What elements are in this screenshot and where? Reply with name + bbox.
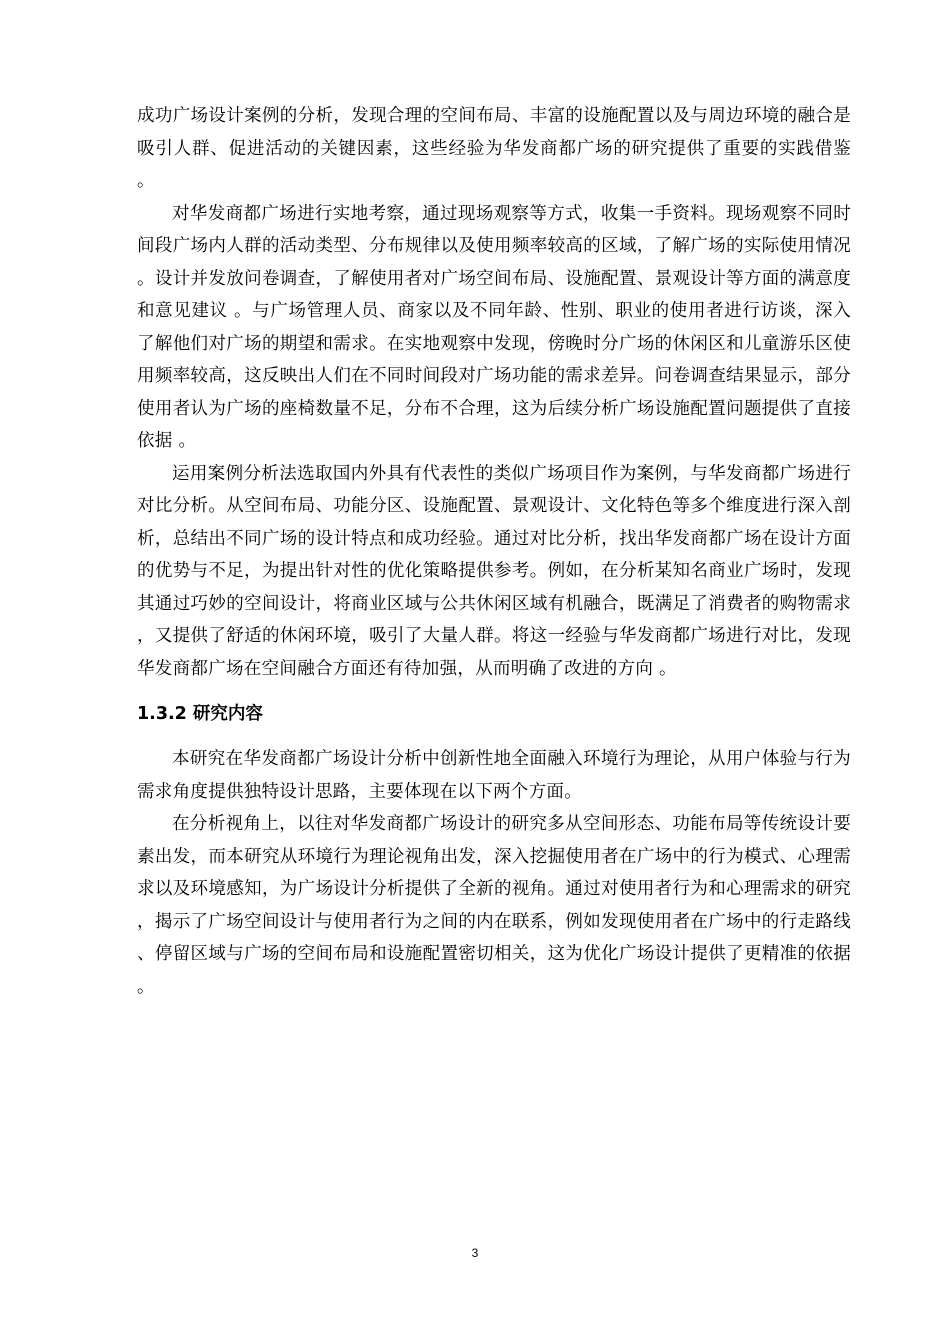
paragraph-case-analysis: 运用案例分析法选取国内外具有代表性的类似广场项目作为案例，与华发商都广场进行对比分析。从空间布局、功能分区、设施配置、景观设计、文化特色等多个维度进行深入剖析，总结出不同广场的设计特点和成功经验。通过对比分析，找出华发商都广场在设计方面的优势与不足，为提出针对性的优化策略提供参考。例如，在分析某知名商业广场时，发现其通过巧妙的空间设计，将商业区域与公共休闲区域有机融合，既满足了消费者的购物需求，又提供了舒适的休闲环境，吸引了大量人群。将这一经验与华发商都广场进行对比，发现华发商都广场在空间融合方面还有待加强，从而明确了改进的方向 。 — [137, 463, 851, 679]
section-heading: 1.3.2 研究内容 — [137, 704, 263, 724]
page-body — [137, 100, 851, 1003]
paragraph-research-intro: 本研究在华发商都广场设计分析中创新性地全面融入环境行为理论，从用户体验与行为需求角度提供独特设计思路，主要体现在以下两个方面。 — [137, 749, 851, 802]
paragraph-continued: 成功广场设计案例的分析，发现合理的空间布局、丰富的设施配置以及与周边环境的融合是吸引人群、促进活动的关键因素，这些经验为华发商都广场的研究提供了重要的实践借鉴 。 — [137, 106, 851, 191]
paragraph-analysis-perspective: 在分析视角上，以往对华发商都广场设计的研究多从空间形态、功能布局等传统设计要素出发，而本研究从环境行为理论视角出发，深入挖掘使用者在广场中的行为模式、心理需求以及环境感知，为广场设计分析提供了全新的视角。通过对使用者行为和心理需求的研究，揭示了广场空间设计与使用者行为之间的内在联系，例如发现使用者在广场中的行走路线、停留区域与广场的空间布局和设施配置密切相关，这为优化广场设计提供了更精准的依据 。 — [137, 814, 851, 997]
page-number: 3 — [471, 1246, 479, 1260]
paragraph-field-investigation: 对华发商都广场进行实地考察，通过现场观察等方式，收集一手资料。现场观察不同时间段广场内人群的活动类型、分布规律以及使用频率较高的区域，了解广场的实际使用情况。设计并发放问卷调查，了解使用者对广场空间布局、设施配置、景观设计等方面的满意度和意见建议 。与广场管理人员、商家以及不同年龄、性别、职业的使用者进行访谈，深入了解他们对广场的期望和需求。在实地观察中发现，傍晚时分广场的休闲区和儿童游乐区使用频率较高，这反映出人们在不同时间段对广场功能的需求差异。问卷调查结果显示，部分使用者认为广场的座椅数量不足，分布不合理，这为后续分析广场设施配置问题提供了直接依据 。 — [137, 203, 851, 451]
